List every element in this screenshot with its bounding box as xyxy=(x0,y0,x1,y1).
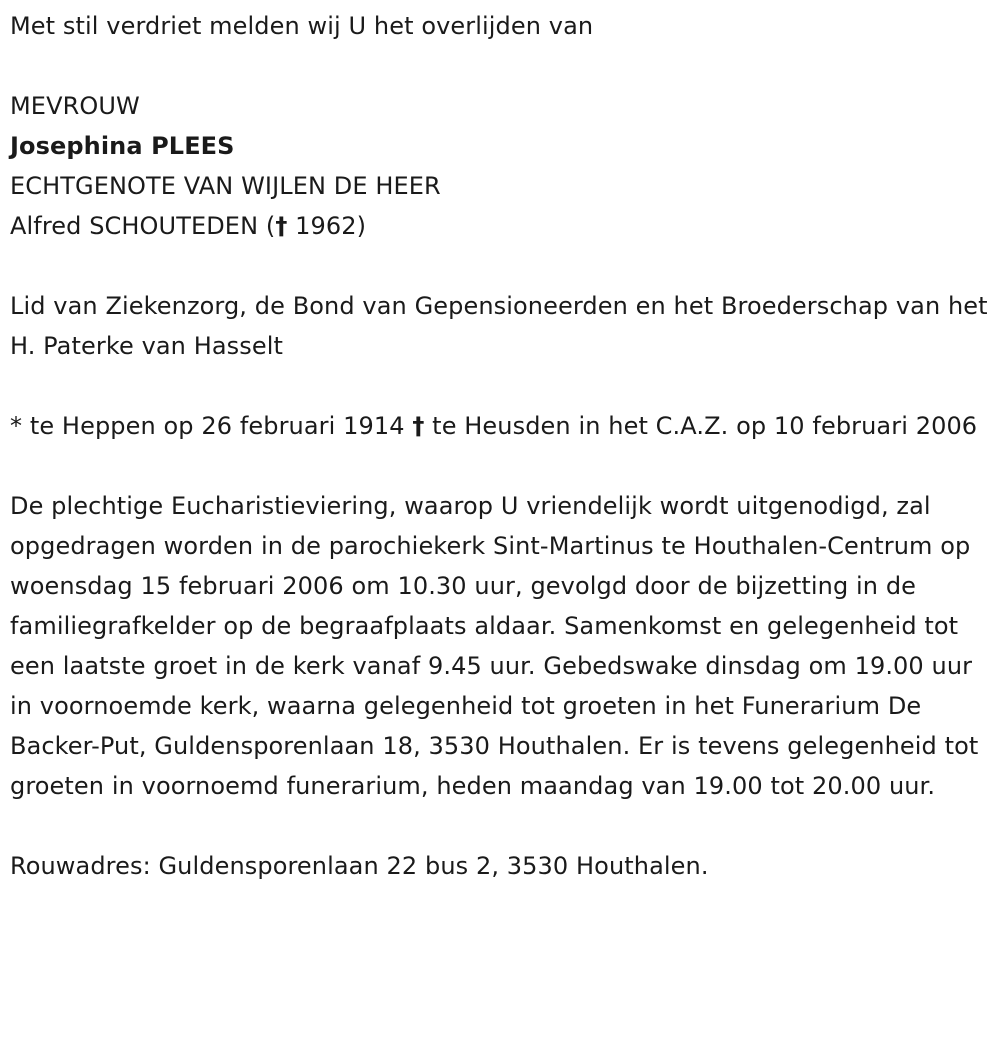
spouse-line xyxy=(10,206,988,246)
salutation: MEVROUW xyxy=(10,92,140,120)
spacer xyxy=(10,366,988,406)
spacer xyxy=(10,246,988,286)
ceremony-details: De plechtige Eucharistieviering, waarop U vriendelijk wordt uitgenodigd, zal opgedragen worden in de parochiekerk Sint-Martinus te Houthalen-Centrum op woensdag 15 februari 2006 om 10.30 uur, gevolgd door de bijzetting in de familiegrafkelder op de begraafplaats aldaar. Samenkomst en gelegenheid tot een laatste groet in de kerk vanaf 9.45 uur. Gebedswake dinsdag om 19.00 uur in voornoemde kerk, waarna gelegenheid tot groeten in het Funerarium De Backer-Put, Guldensporenlaan 18, 3530 Houthalen. Er is tevens gelegenheid tot groeten in voornoemd funerarium, heden maandag van 19.00 tot 20.00 uur. xyxy=(10,492,979,800)
spouse-death-year: 1962) xyxy=(287,212,367,240)
memberships: Lid van Ziekenzorg, de Bond van Gepensioneerden en het Broederschap van het H. Paterke van Hasselt xyxy=(10,292,988,360)
spouse-name: Alfred SCHOUTEDEN ( xyxy=(10,212,276,240)
birth-info: * te Heppen op 26 februari 1914 xyxy=(10,412,413,440)
birth-death-line xyxy=(10,406,988,446)
spacer xyxy=(10,446,988,486)
spacer xyxy=(10,806,988,846)
intro-line: Met stil verdriet melden wij U het overlijden van xyxy=(10,12,594,40)
deceased-name: Josephina PLEES xyxy=(10,132,235,160)
death-info: te Heusden in het C.A.Z. op 10 februari 2006 xyxy=(424,412,978,440)
spacer xyxy=(10,46,988,86)
cross-icon: † xyxy=(275,212,288,240)
cross-icon: † xyxy=(412,412,425,440)
mourning-address: Rouwadres: Guldensporenlaan 22 bus 2, 3530 Houthalen. xyxy=(10,852,709,880)
spouse-relation: ECHTGENOTE VAN WIJLEN DE HEER xyxy=(10,172,441,200)
